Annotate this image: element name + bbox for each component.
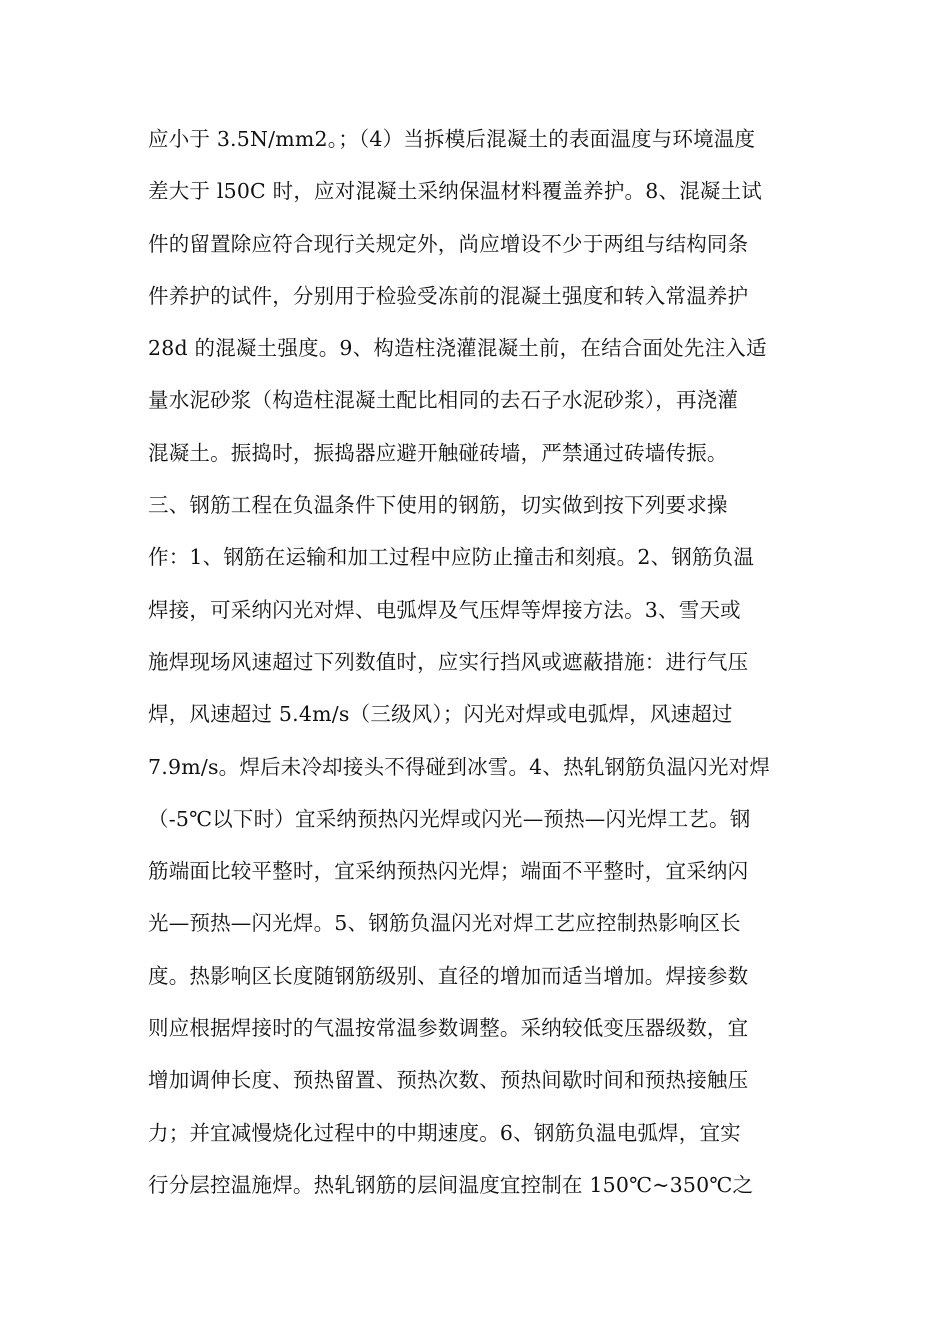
text-line: 光—预热—闪光焊。5、钢筋负温闪光对焊工艺应控制热影响区长 <box>148 911 741 936</box>
text-line: 量水泥砂浆（构造柱混凝土配比相同的去石子水泥砂浆），再浇灌 <box>148 388 739 413</box>
text-line: （-5℃以下时）宜采纳预热闪光焊或闪光—预热—闪光焊工艺。钢 <box>148 806 751 831</box>
text-line: 度。热影响区长度随钢筋级别、直径的增加而适当增加。焊接参数 <box>148 963 749 988</box>
text-line: 则应根据焊接时的气温按常温参数调整。采纳较低变压器级数，宜 <box>148 1016 749 1041</box>
text-line: 差大于 l50C 时，应对混凝土采纳保温材料覆盖养护。8、混凝土试 <box>148 179 763 204</box>
text-line: 作：1、钢筋在运输和加工过程中应防止撞击和刻痕。2、钢筋负温 <box>148 545 755 570</box>
text-line: 焊接，可采纳闪光对焊、电弧焊及气压焊等焊接方法。3、雪天或 <box>148 597 741 622</box>
text-line: 增加调伸长度、预热留置、预热次数、预热间歇时间和预热接触压 <box>148 1068 749 1093</box>
text-line: 28d 的混凝土强度。9、构造柱浇灌混凝土前，在结合面处先注入适 <box>148 336 767 361</box>
text-line: 力；并宜减慢烧化过程中的中期速度。6、钢筋负温电弧焊，宜实 <box>148 1120 741 1145</box>
text-line: 混凝土。振捣时，振捣器应避开触碰砖墙，严禁通过砖墙传振。 <box>148 440 728 465</box>
text-line: 件的留置除应符合现行关规定外，尚应增设不少于两组与结构同条 <box>148 231 749 256</box>
text-line: 焊，风速超过 5.4m/s（三级风）；闪光对焊或电弧焊，风速超过 <box>148 702 733 727</box>
text-line: 行分层控温施焊。热轧钢筋的层间温度宜控制在 150℃~350℃之 <box>148 1172 754 1197</box>
text-line: 7.9m/s。焊后未冷却接头不得碰到冰雪。4、热轧钢筋负温闪光对焊 <box>148 754 771 779</box>
text-line: 应小于 3.5N/mm2。；（4）当拆模后混凝土的表面温度与环境温度 <box>148 127 756 151</box>
body-text <box>148 113 808 1211</box>
text-line: 件养护的试件，分别用于检验受冻前的混凝土强度和转入常温养护 <box>148 283 749 308</box>
text-line: 三、钢筋工程在负温条件下使用的钢筋，切实做到按下列要求操 <box>148 493 728 518</box>
text-line: 施焊现场风速超过下列数值时，应实行挡风或遮蔽措施：进行气压 <box>148 649 749 674</box>
text-line: 筋端面比较平整时，宜采纳预热闪光焊；端面不平整时，宜采纳闪 <box>148 859 749 884</box>
